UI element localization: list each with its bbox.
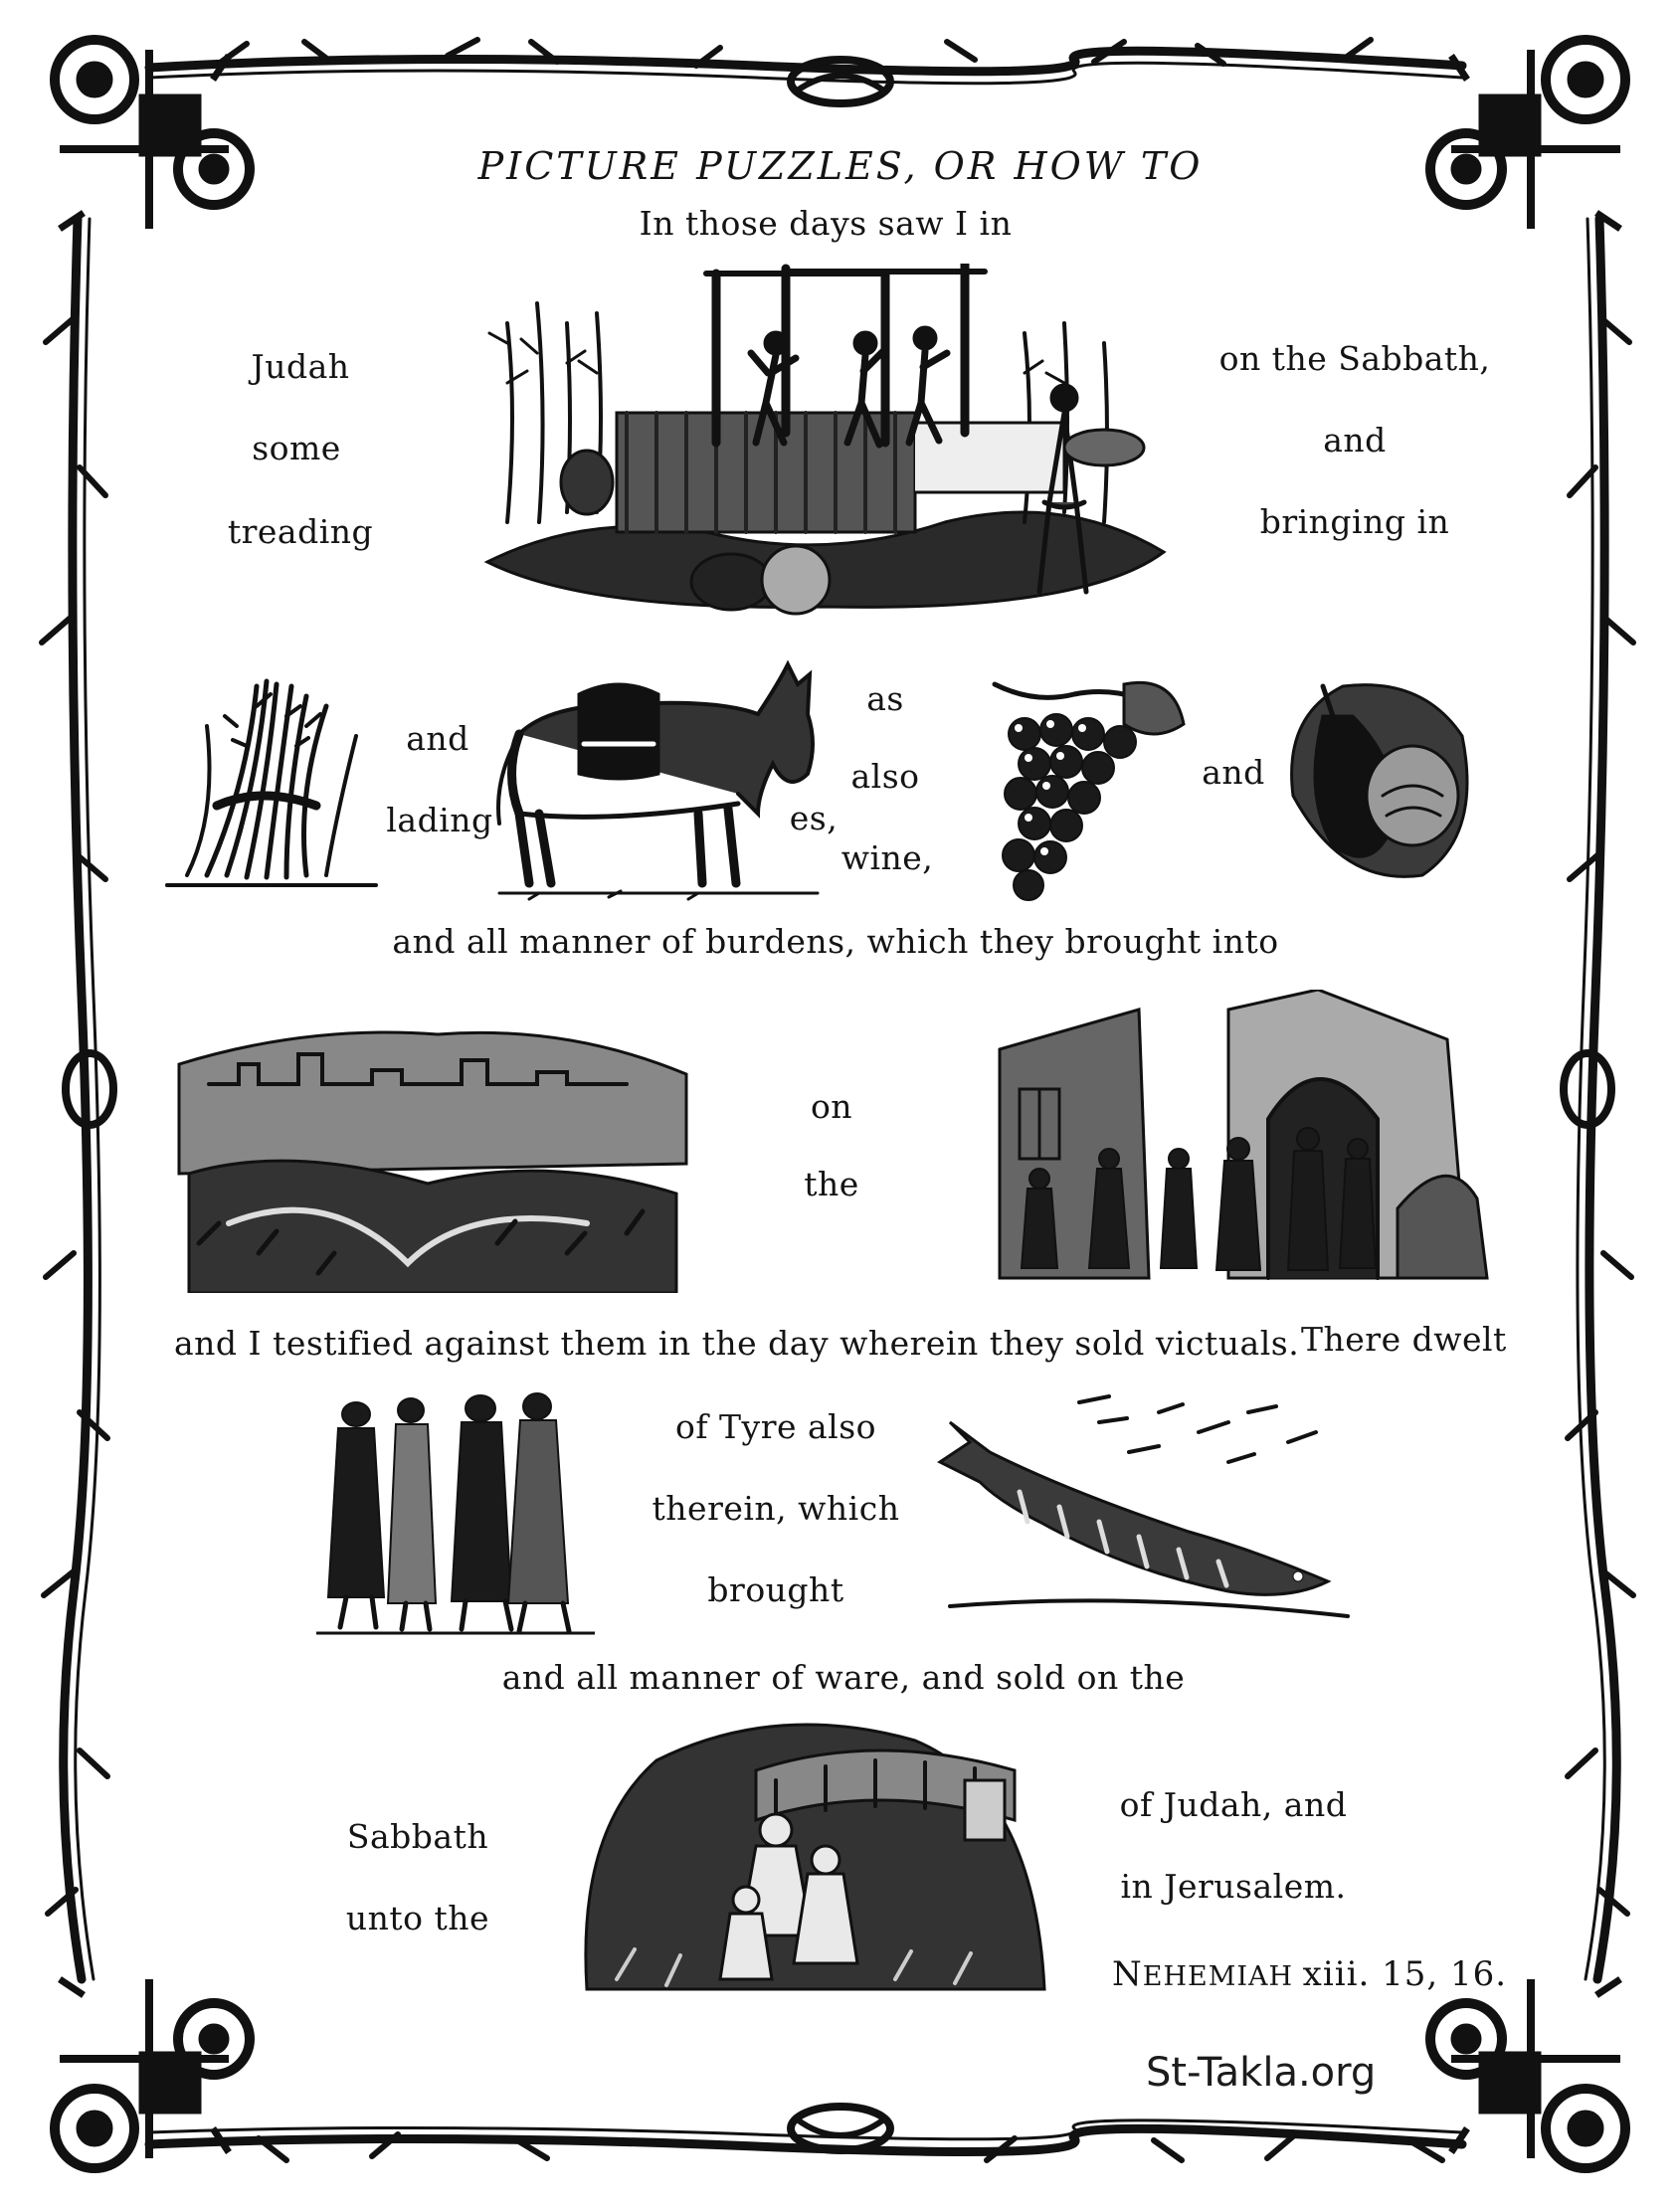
row3-on: on [810, 1087, 853, 1126]
row3-the: the [804, 1165, 859, 1203]
corner-ornament-bottom-left [55, 1979, 250, 2168]
puzzle-line-3b: There dwelt [1301, 1320, 1507, 1359]
men-of-tyre-engraving [316, 1392, 595, 1641]
row1-left-word-3: treading [227, 512, 374, 551]
corner-ornament-top-right [1430, 40, 1625, 229]
row2-wine: wine, [840, 838, 934, 877]
row1-left-word-2: some [252, 429, 341, 467]
book-initial: N [1112, 1954, 1143, 1994]
row2-and-2: and [1202, 753, 1265, 792]
book-name: EHEMIAH [1142, 1961, 1294, 1992]
row1-right-word-2: and [1323, 421, 1387, 460]
grapes-engraving [975, 664, 1194, 905]
row1-right-word-3: bringing in [1259, 502, 1450, 541]
scripture-reference [1112, 1954, 1508, 1994]
row5-left-word-2: unto the [345, 1899, 490, 1937]
watermark: St-Takla.org [1146, 2050, 1377, 2096]
children-at-gate-engraving [577, 1711, 1054, 1999]
row5-left-word-1: Sabbath [346, 1817, 489, 1856]
row2-and-1: and [406, 719, 469, 758]
row2-lading: lading [386, 801, 493, 839]
chapter-verse: xiii. 15, 16. [1302, 1954, 1508, 1994]
city-gate-crowd-engraving [980, 990, 1502, 1298]
winepress-scene-engraving [467, 264, 1184, 617]
row1-left-word-1: Judah [251, 347, 350, 386]
fish-engraving [930, 1392, 1368, 1631]
puzzle-line-1: In those days saw I in [639, 204, 1013, 243]
puzzle-line-3: and I testified against them in the day wherein they sold victuals. [174, 1324, 1300, 1363]
corner-ornament-top-left [55, 40, 250, 229]
row5-right-word-1: of Judah, and [1119, 1785, 1348, 1824]
row2-also: also [850, 757, 920, 796]
row4-middle-word-3: brought [707, 1570, 844, 1609]
row5-right-word-2: in Jerusalem. [1120, 1867, 1347, 1906]
row2-es: es, [789, 799, 839, 837]
figs-engraving [1283, 676, 1482, 887]
row2-as: as [866, 679, 904, 718]
jerusalem-city-engraving [169, 1005, 696, 1293]
puzzle-line-4: and all manner of ware, and sold on the [501, 1658, 1186, 1697]
row1-right-word-1: on the Sabbath, [1218, 339, 1491, 378]
page-title: PICTURE PUZZLES, OR HOW TO [477, 144, 1204, 188]
donkey-engraving [489, 644, 828, 905]
puzzle-line-2: and all manner of burdens, which they brought into [392, 922, 1279, 961]
wheat-sheaves-engraving [147, 666, 386, 895]
row4-middle-word-2: therein, which [652, 1489, 900, 1528]
row4-middle-word-1: of Tyre also [674, 1407, 877, 1446]
corner-ornament-bottom-right [1430, 1979, 1625, 2168]
